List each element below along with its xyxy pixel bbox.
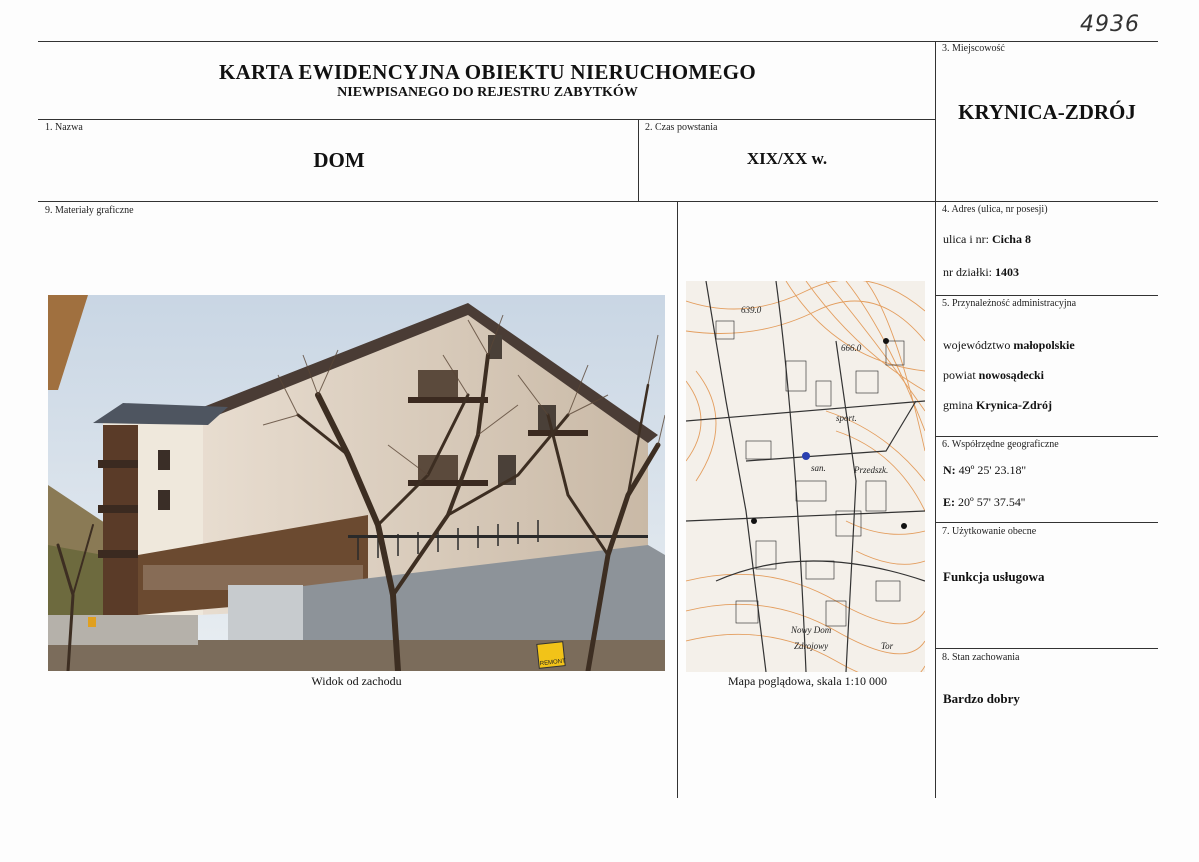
row-divider [38,201,1158,202]
map-label-tor: Tor [881,641,894,651]
date-value: XIX/XX w. [746,149,828,168]
street-line [943,232,1031,247]
county-value: nowosądecki [978,368,1045,382]
lat-value: 49º 25' 23.18'' [958,463,1026,477]
lat-line [943,463,1026,478]
lon-prefix: E: [943,495,955,509]
coords-label: 6. Współrzędne geograficzne [942,439,1059,450]
address-label: 4. Adres (ulica, nr posesji) [942,204,1048,215]
admin-divider [935,436,1158,437]
remont-sign: REMONT [539,658,567,668]
map-label-666: 666.0 [841,343,862,353]
condition-value: Bardzo dobry [943,691,1020,706]
overview-map [686,281,925,672]
graphics-label: 9. Materiały graficzne [45,205,134,216]
voivodeship-prefix: województwo [943,338,1011,352]
form-subtitle: NIEWPISANEGO DO REJESTRU ZABYTKÓW [337,85,638,100]
plot-value: 1403 [994,265,1019,279]
commune-prefix: gmina [943,398,973,412]
photo-caption: Widok od zachodu [311,674,402,688]
header-divider [38,119,935,120]
map-label-sport: sport. [836,413,857,423]
use-label: 7. Użytkowanie obecne [942,526,1037,537]
right-column-divider [935,41,936,798]
date-label: 2. Czas powstania [645,122,718,133]
plot-prefix: nr działki: [943,265,992,279]
address-divider [935,295,1158,296]
locality-value: KRYNICA-ZDRÓJ [958,100,1136,124]
building-photo [48,295,665,671]
coords-divider [935,522,1158,523]
map-label-przedszk: Przedszk. [854,465,889,475]
name-value: DOM [313,148,365,172]
map-label-san: san. [811,463,826,473]
top-border [38,41,1158,42]
voivodeship-line [943,338,1075,353]
plot-line [943,265,1019,280]
map-label-zdrojowy: Zdrojowy [794,641,829,651]
condition-label: 8. Stan zachowania [942,652,1020,663]
use-value: Funkcja usługowa [943,569,1045,584]
lon-value: 20º 57' 37.54'' [958,495,1026,509]
street-prefix: ulica i nr: [943,232,989,246]
name-label: 1. Nazwa [45,122,83,133]
county-line [943,368,1044,383]
map-label-639: 639.0 [741,305,762,315]
street-value: Cicha 8 [991,232,1031,246]
county-prefix: powiat [943,368,976,382]
lon-line [943,495,1025,510]
admin-label: 5. Przynależność administracyjna [942,298,1077,309]
use-divider [935,648,1158,649]
form-title: KARTA EWIDENCYJNA OBIEKTU NIERUCHOMEGO [218,60,757,84]
map-label-nowy-dom: Nowy Dom [791,625,832,635]
inventory-number: 4936 [1080,12,1140,37]
commune-value: Krynica-Zdrój [976,398,1052,412]
photo-map-divider [677,201,678,798]
commune-line [943,398,1052,413]
locality-label: 3. Miejscowość [942,43,1005,54]
map-caption: Mapa poglądowa, skala 1:10 000 [728,674,887,688]
lat-prefix: N: [943,463,956,477]
voivodeship-value: małopolskie [1013,338,1075,352]
